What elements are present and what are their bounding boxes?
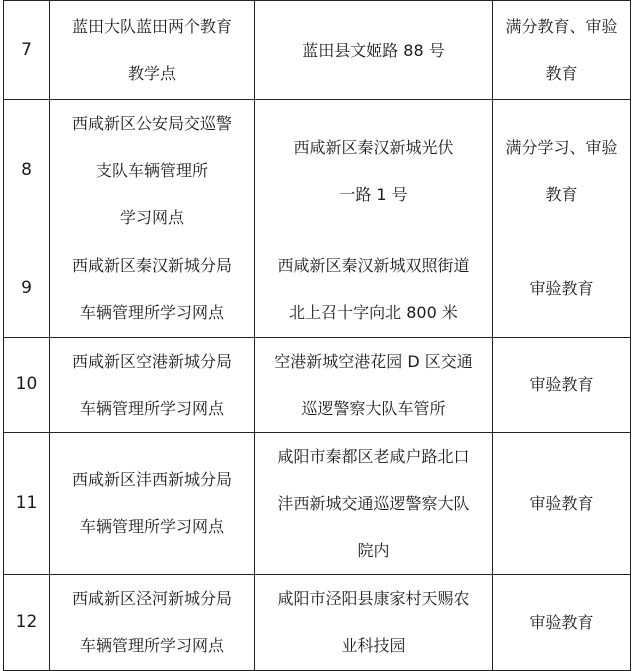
site-address-line: 巡逻警察大队车管所: [301, 398, 446, 418]
service-type: [493, 432, 631, 574]
site-address: [255, 337, 493, 432]
service-type-line: 教育: [545, 64, 578, 83]
site-address-line: 咸阳市泾阳县康家村天赐农: [277, 589, 470, 608]
site-name-line: 教学点: [127, 64, 176, 83]
site-name: [50, 574, 255, 670]
site-name-line: 西咸新区公安局交巡警: [71, 114, 232, 133]
service-type-line: 满分学习、审验: [505, 137, 618, 157]
service-type-line: 审验教育: [529, 279, 594, 299]
service-type-line: 审验教育: [529, 493, 594, 513]
site-address-line: 西咸新区秦汉新城光伏: [293, 137, 454, 157]
site-address-line: 咸阳市秦都区老咸户路北口: [277, 446, 470, 466]
site-address: [255, 574, 493, 670]
site-name-line: 车辆管理所学习网点: [79, 636, 224, 655]
service-type: [493, 100, 631, 242]
service-type-line: 满分教育、审验: [505, 17, 618, 36]
row-number: 8: [4, 100, 50, 242]
service-type-line: 审验教育: [529, 375, 594, 394]
site-name-line: 学习网点: [119, 208, 184, 227]
table-row: [4, 241, 631, 337]
row-number: 11: [4, 432, 50, 574]
site-address-line: 业科技园: [341, 636, 406, 655]
service-type-line: 审验教育: [529, 612, 594, 632]
site-name: [50, 100, 255, 242]
site-address-line: 北上召十字向北 800 米: [289, 302, 458, 322]
site-address-line: 沣西新城交通巡逻警察大队: [277, 493, 470, 513]
site-address-line: 一路 1 号: [339, 184, 408, 204]
site-address-line: 院内: [357, 540, 390, 560]
study-sites-table: [3, 0, 631, 671]
site-address-line: 西咸新区秦汉新城双照街道: [277, 255, 470, 275]
site-name-line: 蓝田大队蓝田两个教育: [71, 17, 232, 36]
row-number: 9: [4, 241, 50, 337]
site-name-line: 西咸新区秦汉新城分局: [71, 255, 232, 275]
site-name: [50, 432, 255, 574]
service-type: [493, 241, 631, 337]
site-name-line: 西咸新区泾河新城分局: [71, 589, 232, 608]
site-name-line: 西咸新区沣西新城分局: [71, 470, 232, 489]
site-address-line: 空港新城空港花园 D 区交通: [274, 351, 473, 371]
site-name: [50, 241, 255, 337]
site-name-line: 车辆管理所学习网点: [79, 398, 224, 418]
service-type: [493, 337, 631, 432]
site-name-line: 支队车辆管理所: [95, 161, 208, 180]
row-number: 12: [4, 574, 50, 670]
table-row: [4, 337, 631, 432]
site-address: [255, 100, 493, 242]
site-address: [255, 432, 493, 574]
site-name: [50, 1, 255, 100]
table-row: [4, 432, 631, 574]
site-address: [255, 1, 493, 100]
site-name-line: 西咸新区空港新城分局: [71, 351, 232, 371]
site-name: [50, 337, 255, 432]
site-name-line: 车辆管理所学习网点: [79, 302, 224, 322]
service-type: [493, 1, 631, 100]
row-number: 7: [4, 1, 50, 100]
service-type-line: 教育: [545, 184, 578, 204]
table-row: [4, 574, 631, 670]
site-address: [255, 241, 493, 337]
site-address-line: 蓝田县文姬路 88 号: [302, 40, 445, 60]
service-type: [493, 574, 631, 670]
site-name-line: 车辆管理所学习网点: [79, 517, 224, 536]
table-row: [4, 100, 631, 242]
row-number: 10: [4, 337, 50, 432]
table-row: [4, 1, 631, 100]
